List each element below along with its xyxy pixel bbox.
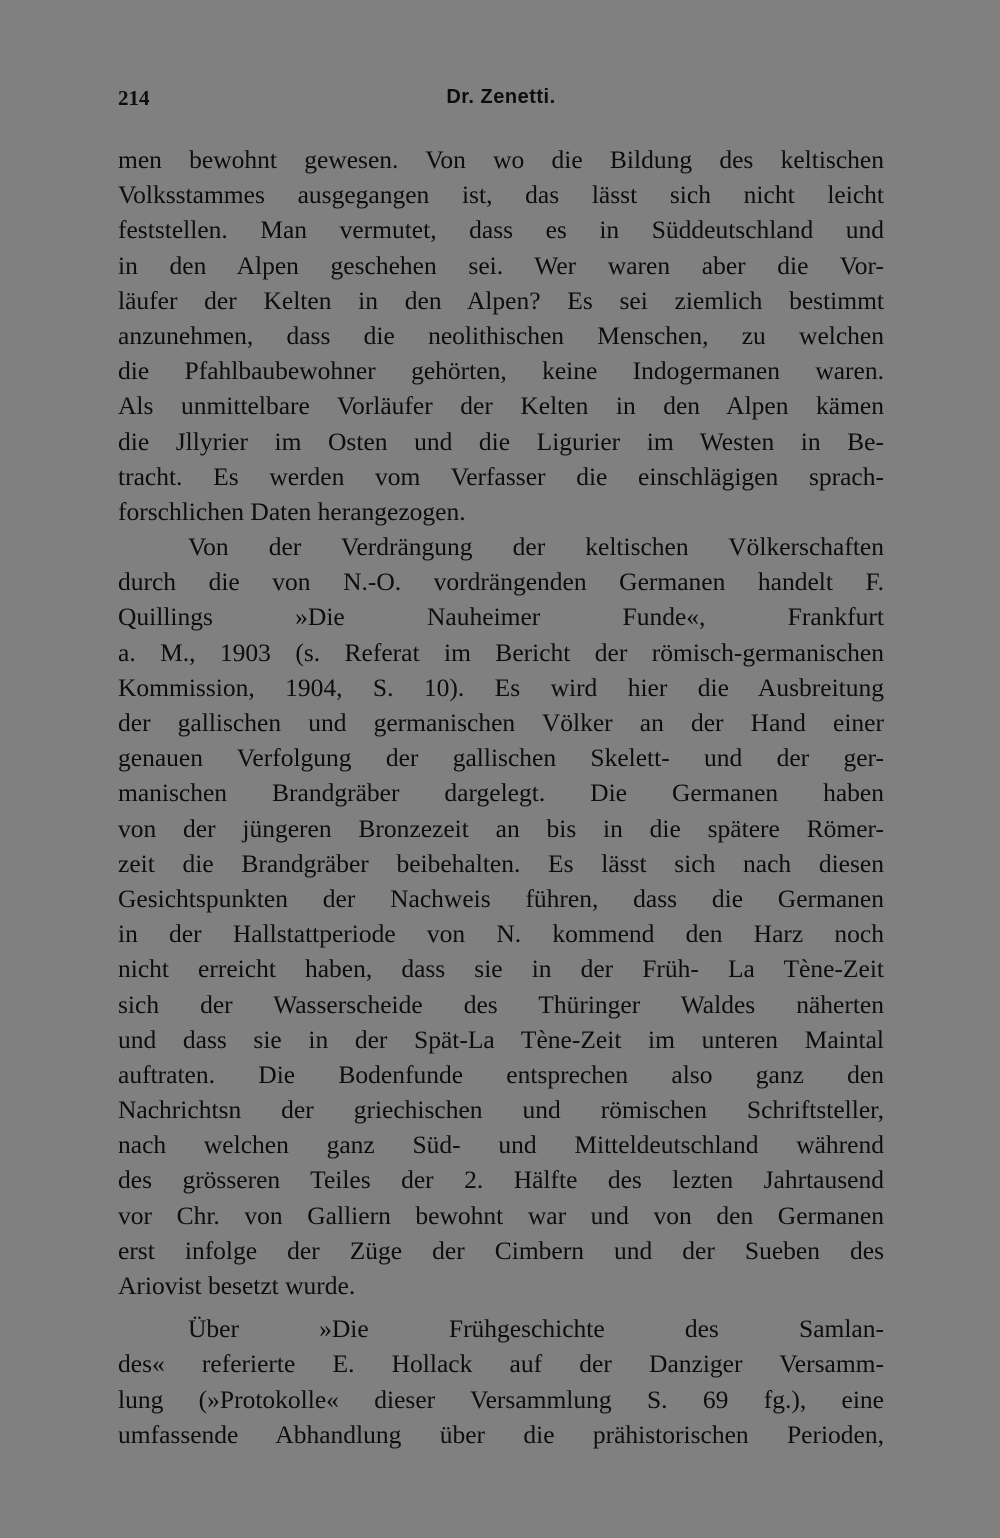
text-line: nach welchen ganz Süd- und Mitteldeutschland während — [118, 1130, 884, 1160]
text-line: umfassende Abhandlung über die prähistorischen Perioden, — [118, 1419, 884, 1449]
text-line: Gesichtspunkten der Nachweis führen, dass die Germanen — [118, 883, 884, 913]
text-line: die Jllyrier im Osten und die Ligurier im Westen in Be- — [118, 426, 884, 456]
text-line: lung (»Protokolle« dieser Versammlung S. 69 fg.), eine — [118, 1384, 884, 1414]
text-line: nicht erreicht haben, dass sie in der Früh- La Tène-Zeit — [118, 954, 884, 984]
text-line: der gallischen und germanischen Völker an der Hand einer — [118, 708, 884, 737]
text-line: Nachrichtsn der griechischen und römischen Schriftsteller, — [118, 1095, 884, 1125]
body-text — [118, 142, 884, 1452]
text-line: manischen Brandgräber dargelegt. Die Germanen haben — [118, 778, 884, 808]
text-line: Volksstammes ausgegangen ist, das lässt sich nicht leicht — [118, 180, 884, 210]
page-header — [118, 86, 884, 118]
text-line: die Pfahlbaubewohner gehörten, keine Indogermanen waren. — [118, 356, 884, 386]
text-line: anzunehmen, dass die neolithischen Menschen, zu welchen — [118, 320, 884, 350]
text-line: läufer der Kelten in den Alpen? Es sei ziemlich bestimmt — [118, 285, 884, 315]
text-line: Als unmittelbare Vorläufer der Kelten in den Alpen kämen — [118, 391, 884, 421]
text-line: a. M., 1903 (s. Referat im Bericht der römisch-germanischen — [118, 637, 884, 667]
text-line: forschlichen Daten herangezogen. — [118, 496, 466, 526]
text-line: tracht. Es werden vom Verfasser die einschlägigen sprach- — [118, 461, 884, 491]
text-line: Quillings »Die Nauheimer Funde«, Frankfurt — [118, 602, 884, 632]
text-line: sich der Wasserscheide des Thüringer Waldes näherten — [118, 989, 884, 1019]
text-line: und dass sie in der Spät-La Tène-Zeit im unteren Maintal — [118, 1024, 884, 1054]
text-line: feststellen. Man vermutet, dass es in Süddeutschland und — [118, 215, 884, 245]
text-line: Kommission, 1904, S. 10). Es wird hier die Ausbreitung — [118, 672, 884, 702]
paragraph — [118, 142, 884, 529]
text-line: zeit die Brandgräber beibehalten. Es lässt sich nach diesen — [118, 848, 884, 878]
text-line: von der jüngeren Bronzezeit an bis in die spätere Römer- — [118, 813, 884, 843]
text-line: genauen Verfolgung der gallischen Skelett- und der ger- — [118, 743, 884, 773]
text-line: in der Hallstattperiode von N. kommend den Harz noch — [118, 919, 884, 949]
text-line: vor Chr. von Galliern bewohnt war und von den Germanen — [118, 1200, 884, 1230]
running-head: Dr. Zenetti. — [446, 86, 556, 108]
text-line: durch die von N.-O. vordrängenden Germanen handelt F. — [118, 567, 884, 597]
text-line: des grösseren Teiles der 2. Hälfte des lezten Jahrtausend — [118, 1165, 884, 1195]
text-line: in den Alpen geschehen sei. Wer waren aber die Vor- — [118, 250, 884, 280]
paragraph — [118, 529, 884, 1303]
page-number: 214 — [118, 86, 150, 110]
text-line: Über »Die Frühgeschichte des Samlan- — [188, 1314, 884, 1344]
text-line: des« referierte E. Hollack auf der Danziger Versamm- — [118, 1349, 884, 1379]
text-line: Ariovist besetzt wurde. — [118, 1271, 356, 1300]
paragraph — [118, 1311, 884, 1452]
text-line: auftraten. Die Bodenfunde entsprechen also ganz den — [118, 1059, 884, 1089]
text-line: erst infolge der Züge der Cimbern und der Sueben des — [118, 1235, 884, 1265]
text-line: Von der Verdrängung der keltischen Völkerschaften — [188, 532, 884, 562]
text-line: men bewohnt gewesen. Von wo die Bildung des keltischen — [118, 145, 884, 174]
paragraph-gap — [118, 1303, 884, 1311]
